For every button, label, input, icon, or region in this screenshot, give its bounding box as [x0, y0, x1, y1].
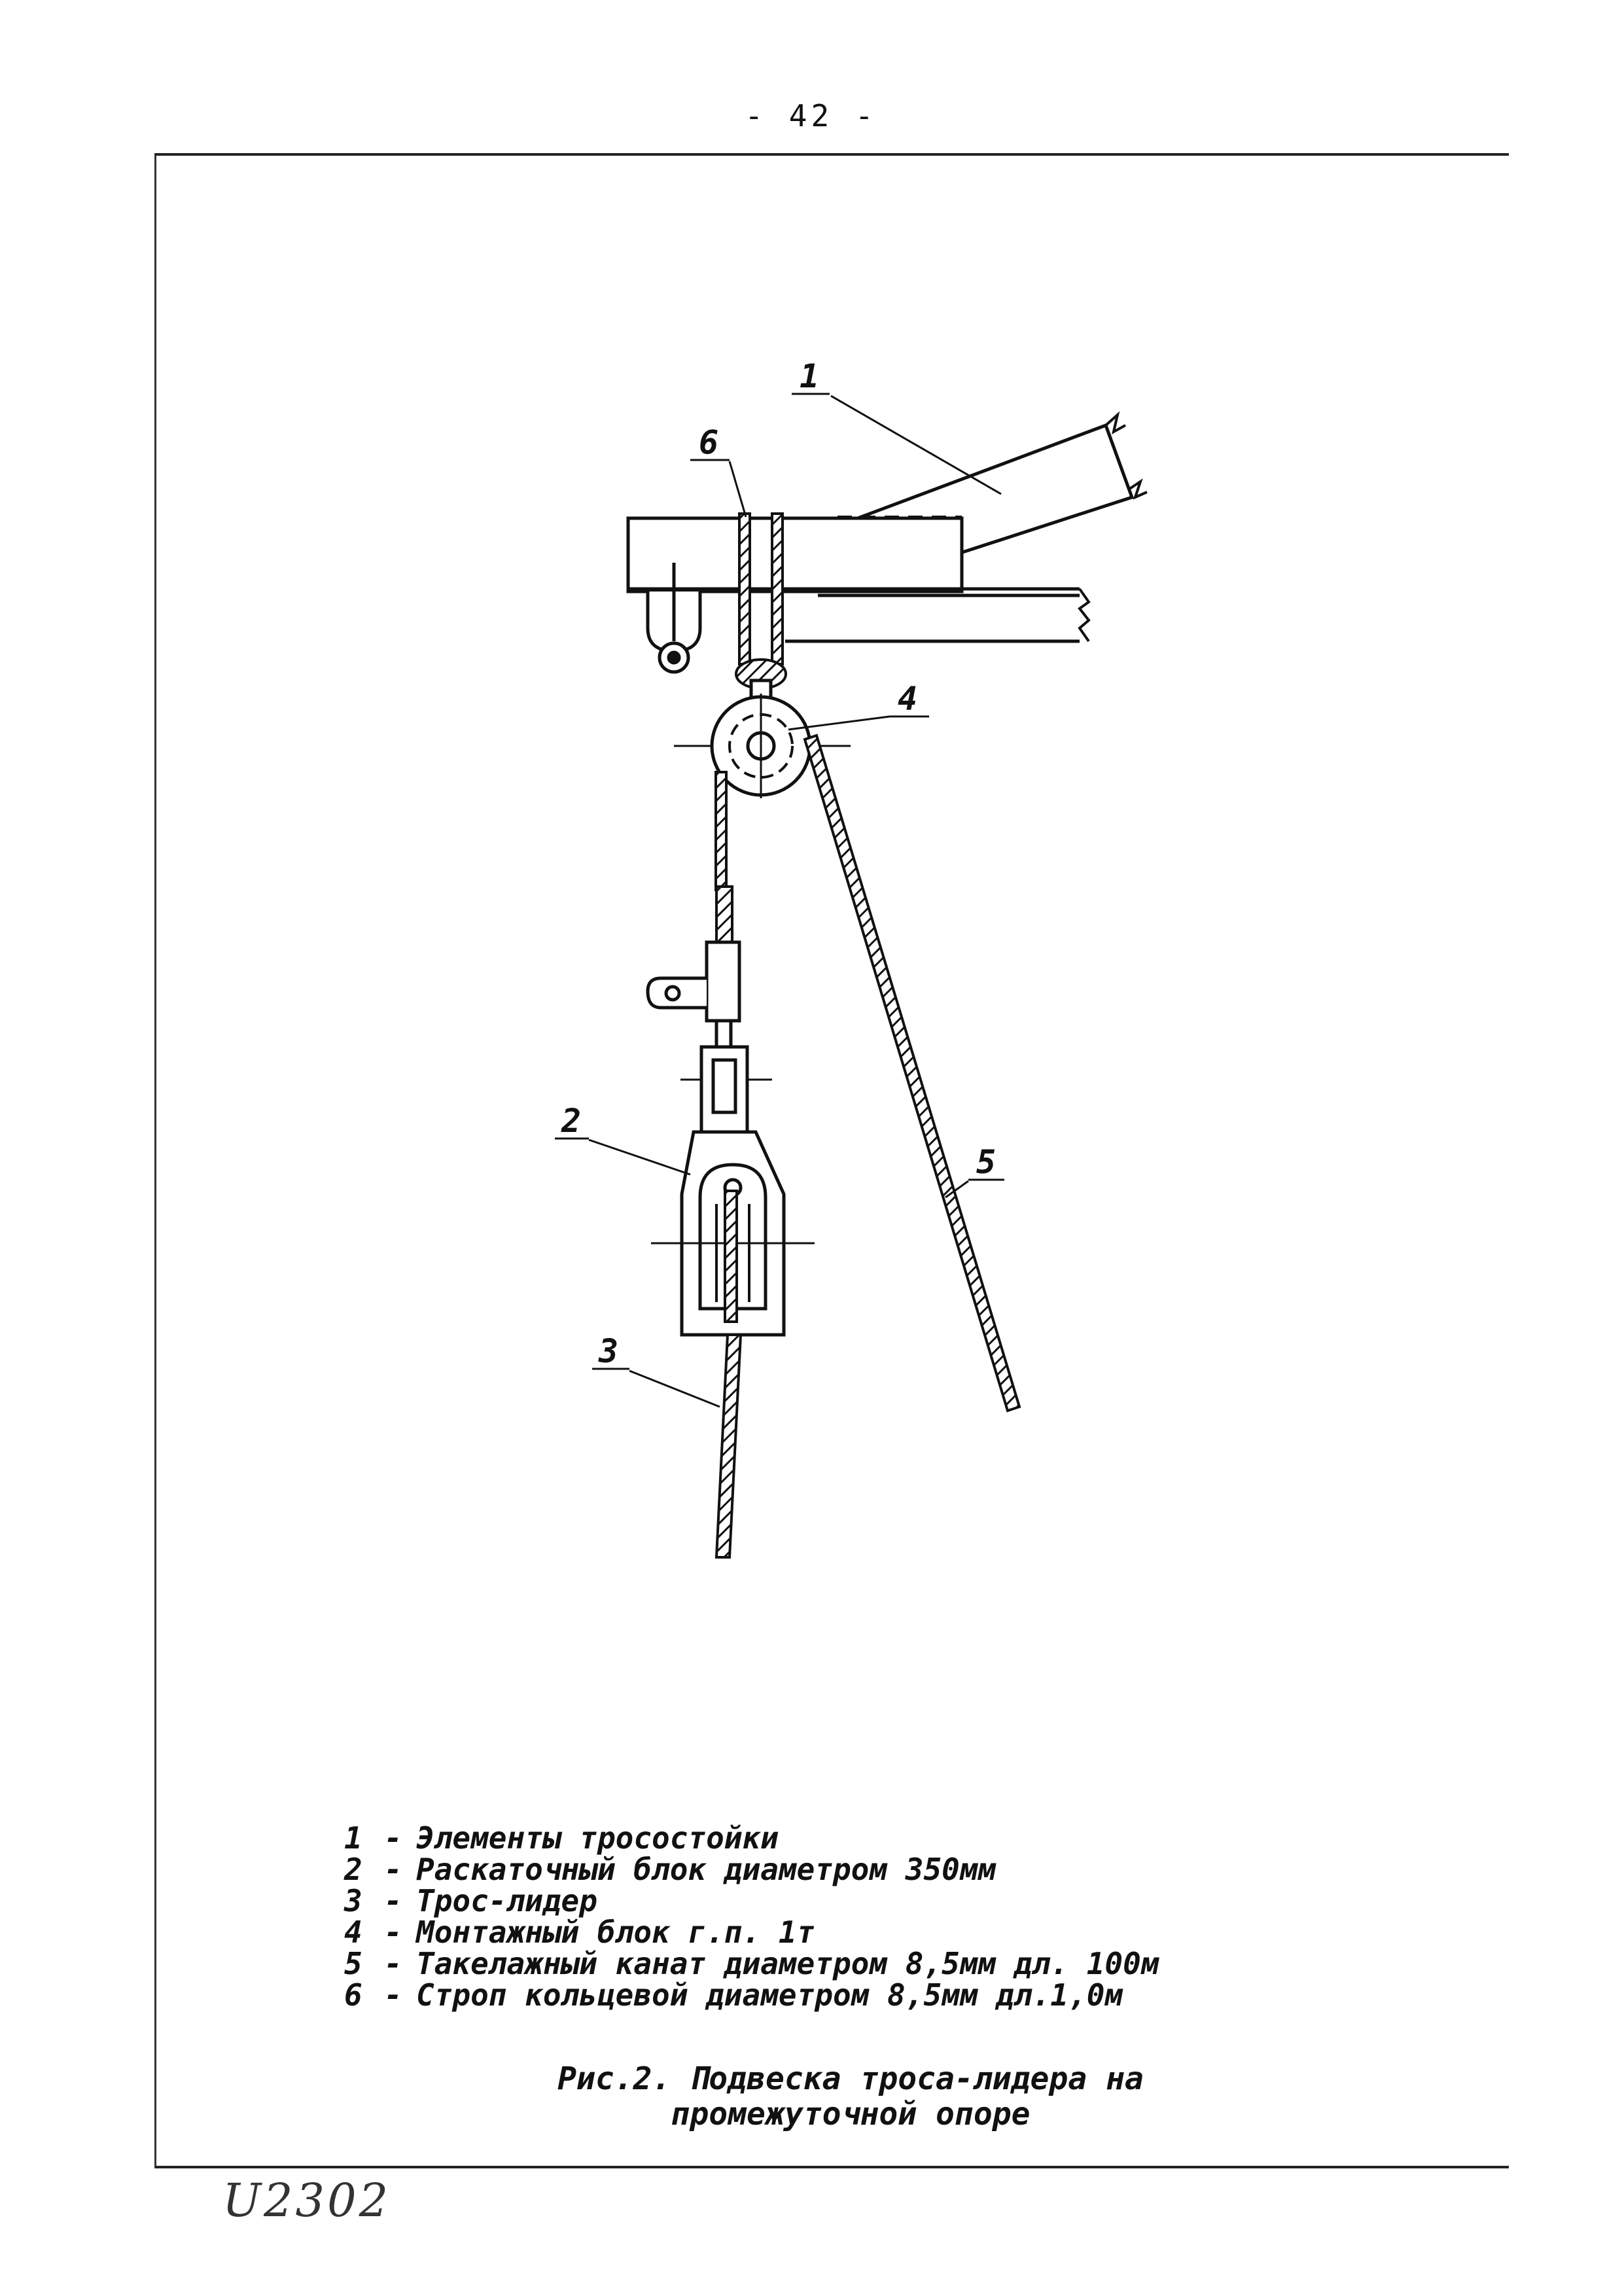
rigging-rope	[805, 735, 1019, 1411]
callout-6: 6	[699, 423, 719, 461]
legend-item: 3 - Трос-лидер	[344, 1883, 597, 1918]
legend-item: 4 - Монтажный блок г.п. 1т	[344, 1915, 815, 1950]
caption-line-2: промежуточной опоре	[671, 2096, 1031, 2132]
inventory-number: U2302	[222, 2174, 391, 2227]
legend-item: 2 - Раскаточный блок диаметром 350мм	[344, 1852, 996, 1887]
callout-2: 2	[561, 1102, 582, 1140]
rope-clamp	[648, 942, 739, 1047]
legend-item: 5 - Такелажный канат диаметром 8,5мм дл. 100м	[344, 1946, 1159, 1981]
callout-5: 5	[976, 1143, 996, 1181]
legend	[344, 1822, 1159, 2011]
page-number: - 42 -	[745, 98, 877, 133]
swivel-fork	[680, 1047, 772, 1132]
caption-line-1: Рис.2. Подвеска троса-лидера на	[557, 2060, 1144, 2097]
legend-item: 6 - Строп кольцевой диаметром 8,5мм дл.1,0м	[344, 1977, 1123, 2013]
callout-1: 1	[800, 357, 820, 395]
callout-4: 4	[898, 680, 918, 718]
figure-caption	[458, 2061, 1243, 2132]
legend-item: 1 - Элементы тросостойки	[344, 1820, 779, 1856]
callout-3: 3	[599, 1332, 619, 1370]
rope-to-clamp	[716, 772, 732, 945]
